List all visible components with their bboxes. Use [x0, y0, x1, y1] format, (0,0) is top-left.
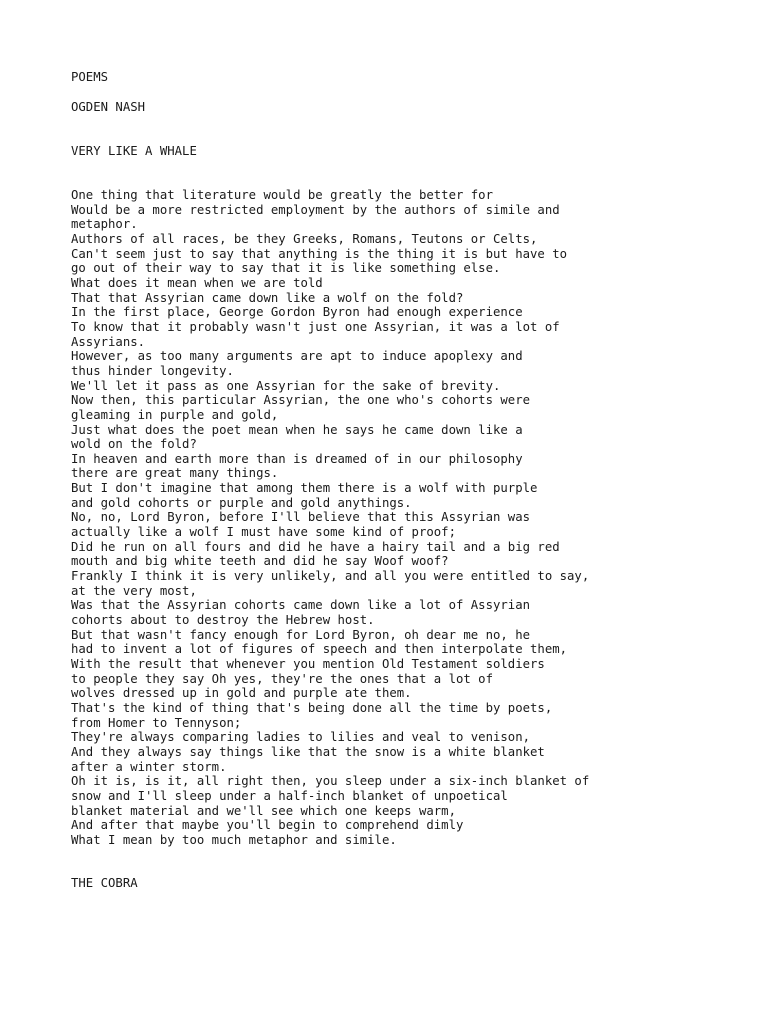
poem-line: But that wasn't fancy enough for Lord Byron, oh dear me no, he: [71, 627, 531, 642]
poem-line: Frankly I think it is very unlikely, and all you were entitled to say,: [71, 569, 590, 584]
poem-title: THE COBRA: [71, 876, 138, 890]
poem-line: wolves dressed up in gold and purple ate them.: [71, 686, 412, 701]
poem-line: However, as too many arguments are apt to induce apoplexy and: [71, 349, 523, 364]
poem-line: In heaven and earth more than is dreamed of in our philosophy: [71, 451, 523, 466]
poem-line: actually like a wolf I must have some kind of proof;: [71, 525, 456, 540]
poem-line: That's the kind of thing that's being done all the time by poets,: [71, 700, 553, 715]
poem-line: had to invent a lot of figures of speech and then interpolate them,: [71, 642, 568, 657]
poem-line: Did he run on all fours and did he have a hairy tail and a big red: [71, 539, 560, 554]
poem-line: blanket material and we'll see which one keeps warm,: [71, 803, 456, 818]
poem-line: In the first place, George Gordon Byron had enough experience: [71, 305, 523, 320]
poem-line: to people they say Oh yes, they're the ones that a lot of: [71, 671, 493, 686]
poem-line: mouth and big white teeth and did he say Woof woof?: [71, 554, 449, 569]
poem-line: No, no, Lord Byron, before I'll believe that this Assyrian was: [71, 510, 531, 525]
poem-line: Assyrians.: [71, 334, 146, 349]
poem-line: go out of their way to say that it is like something else.: [71, 261, 501, 276]
poem-line: And they always say things like that the snow is a white blanket: [71, 744, 545, 759]
poem-line: wold on the fold?: [71, 437, 197, 452]
poem-line: And after that maybe you'll begin to comprehend dimly: [71, 818, 464, 833]
poem-line: cohorts about to destroy the Hebrew host.: [71, 613, 375, 628]
poem-line: metaphor.: [71, 217, 138, 232]
author-name: OGDEN NASH: [71, 100, 146, 114]
poem-line: That that Assyrian came down like a wolf on the fold?: [71, 290, 464, 305]
poem-line: Would be a more restricted employment by the authors of simile and: [71, 202, 560, 217]
poem-line: gleaming in purple and gold,: [71, 407, 279, 422]
poem-title: VERY LIKE A WHALE: [71, 144, 197, 158]
poem-line: We'll let it pass as one Assyrian for the sake of brevity.: [71, 378, 501, 393]
poem-line: With the result that whenever you mention Old Testament soldiers: [71, 657, 545, 671]
poem-line: One thing that literature would be greatly the better for: [71, 188, 493, 202]
poem-line: What does it mean when we are told: [71, 275, 323, 290]
poem-line: from Homer to Tennyson;: [71, 715, 242, 730]
poem-line: Was that the Assyrian cohorts came down like a lot of Assyrian: [71, 598, 531, 613]
poem-line: snow and I'll sleep under a half-inch blanket of unpoetical: [71, 788, 508, 803]
poem-line: thus hinder longevity.: [71, 363, 234, 378]
poem-line: But I don't imagine that among them there is a wolf with purple: [71, 481, 538, 496]
poem-line: after a winter storm.: [71, 759, 227, 774]
poem-line: Can't seem just to say that anything is the thing it is but have to: [71, 246, 568, 261]
poem-line: What I mean by too much metaphor and simile.: [71, 832, 397, 847]
poem-body: [71, 188, 589, 848]
poem-line: They're always comparing ladies to lilies and veal to venison,: [71, 730, 531, 745]
poem-line: at the very most,: [71, 583, 197, 598]
poem-line: Authors of all races, be they Greeks, Romans, Teutons or Celts,: [71, 231, 538, 246]
collection-title: POEMS: [71, 70, 109, 84]
poem-line: Just what does the poet mean when he says he came down like a: [71, 422, 523, 437]
poem-line: Oh it is, is it, all right then, you sleep under a six-inch blanket of: [71, 774, 590, 789]
poem-line: there are great many things.: [71, 466, 279, 481]
poem-line: To know that it probably wasn't just one Assyrian, it was a lot of: [71, 319, 560, 334]
poem-line: Now then, this particular Assyrian, the one who's cohorts were: [71, 393, 531, 408]
poem-line: and gold cohorts or purple and gold anythings.: [71, 495, 412, 510]
